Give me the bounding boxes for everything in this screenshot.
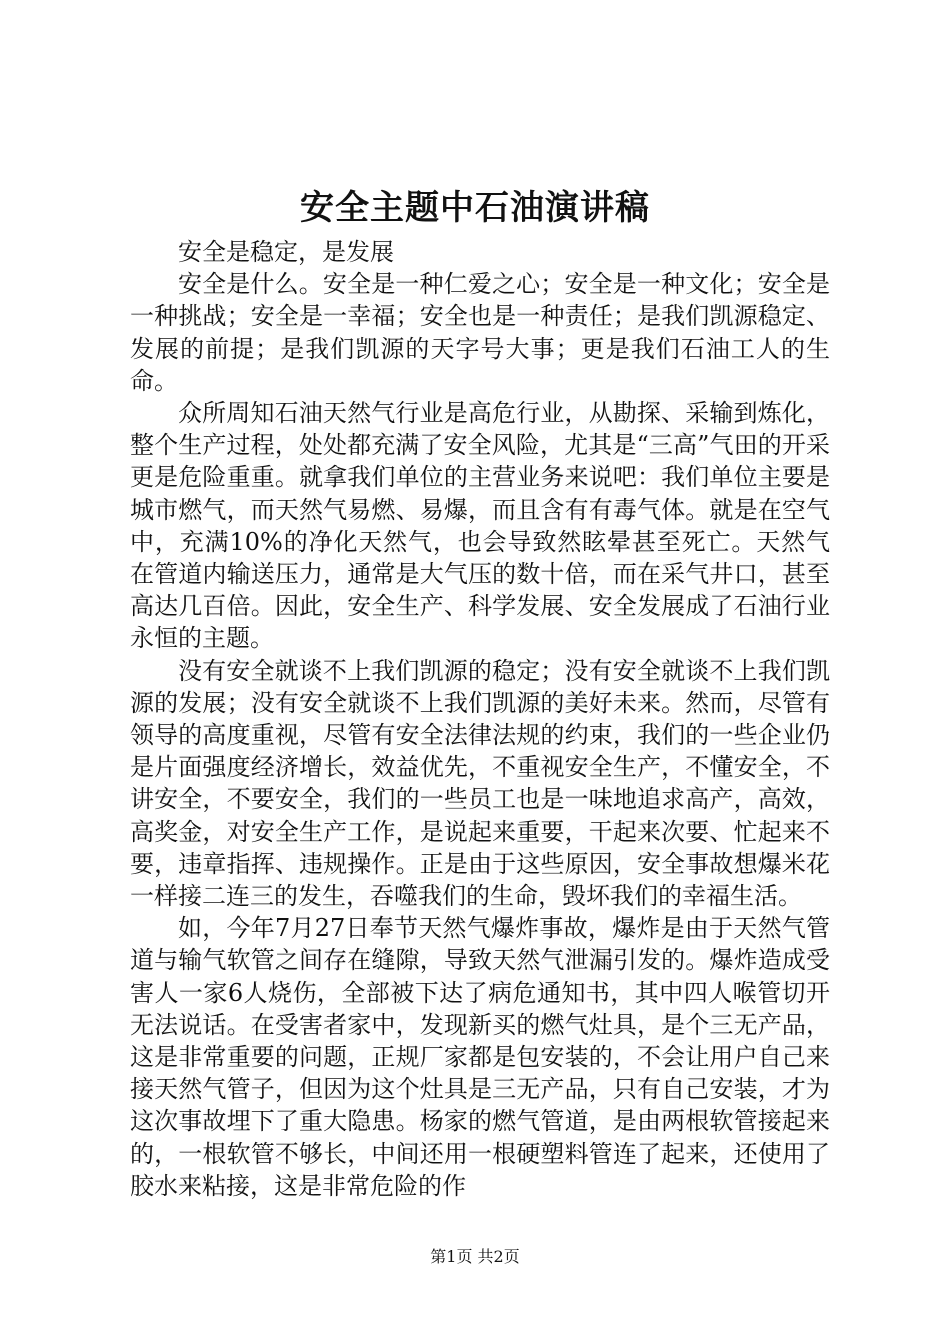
paragraph-no-safety: 没有安全就谈不上我们凯源的稳定；没有安全就谈不上我们凯源的发展；没有安全就谈不上我们凯源的美好未来。然而，尽管有领导的高度重视，尽管有安全法律法规的约束，我们的一些企业仍是片面强度经济增长，效益优先，不重视安全生产，不懂安全，不讲安全，不要安全，我们的一些员工也是一味地追求高产，高效，高奖金，对安全生产工作，是说起来重要，干起来次要、忙起来不要，违章指挥、违规操作。正是由于这些原因，安全事故想爆米花一样接二连三的发生，吞噬我们的生命，毁坏我们的幸福生活。 bbox=[130, 656, 830, 911]
paragraph-fengjie-accident: 如，今年7月27日奉节天然气爆炸事故，爆炸是由于天然气管道与输气软管之间存在缝隙，导致天然气泄漏引发的。爆炸造成受害人一家6人烧伤，全部被下达了病危通知书，其中四人喉管切开无法说话。在受害者家中，发现新买的燃气灶具，是个三无产品，这是非常重要的问题，正规厂家都是包安装的，不会让用户自己来接天然气管子，但因为这个灶具是三无产品，只有自己安装，才为这次事故埋下了重大隐患。杨家的燃气管道，是由两根软管接起来的，一根软管不够长，中间还用一根硬塑料管连了起来，还使用了胶水来粘接，这是非常危险的作 bbox=[130, 914, 830, 1200]
page-number-footer: 第1页 共2页 bbox=[430, 1247, 520, 1266]
paragraph-what-is-safety: 安全是什么。安全是一种仁爱之心；安全是一种文化；安全是一种挑战；安全是一幸福；安全也是一种责任；是我们凯源稳定、发展的前提；是我们凯源的天字号大事；更是我们石油工人的生命。 bbox=[130, 270, 830, 395]
document-title: 安全主题中石油演讲稿 bbox=[300, 188, 650, 228]
paragraph-industry-risk: 众所周知石油天然气行业是高危行业，从勘探、采输到炼化，整个生产过程，处处都充满了安全风险，尤其是“三高”气田的开采更是危险重重。就拿我们单位的主营业务来说吧：我们单位主要是城市燃气，而天然气易燃、易爆，而且含有有毒气体。就是在空气中，充满10%的净化天然气，也会导致然眩晕甚至死亡。天然气在管道内输送压力，通常是大气压的数十倍，而在采气井口，甚至高达几百倍。因此，安全生产、科学发展、安全发展成了石油行业永恒的主题。 bbox=[130, 399, 830, 653]
paragraph-subtitle: 安全是稳定，是发展 bbox=[178, 238, 394, 266]
document-body bbox=[130, 236, 830, 1202]
